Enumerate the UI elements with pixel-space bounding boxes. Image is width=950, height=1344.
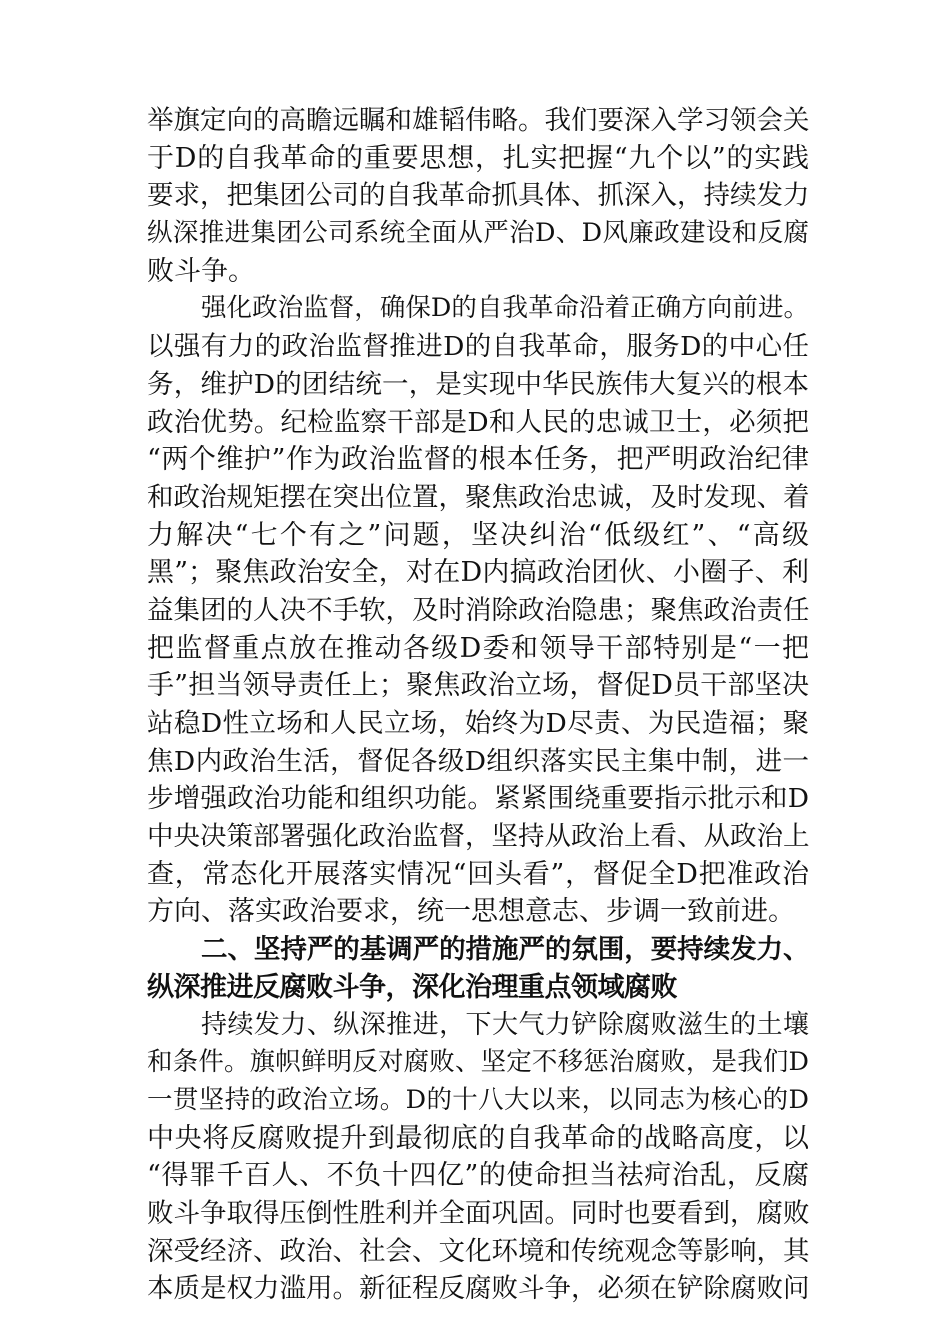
paragraph-line: 中央将反腐败提升到最彻底的自我革命的战略高度，以 [147, 1122, 809, 1154]
section-heading-line: 纵深推进反腐败斗争，深化治理重点领域腐败 [147, 971, 677, 1003]
paragraph-line: 以强有力的政治监督推进D的自我革命，服务D的中心任 [147, 331, 809, 363]
paragraph-line: 要求，把集团公司的自我革命抓具体、抓深入，持续发力 [147, 180, 810, 212]
paragraph-line: 方向、落实政治要求，统一思想意志、步调一致前进。 [147, 896, 795, 928]
paragraph-line: 本质是权力滥用。新征程反腐败斗争，必须在铲除腐败问 [147, 1273, 810, 1305]
paragraph-line: 手”担当领导责任上；聚焦政治立场，督促D员干部坚决 [147, 670, 809, 702]
paragraph-line: 和条件。旗帜鲜明反对腐败、坚定不移惩治腐败，是我们D [147, 1047, 809, 1078]
paragraph-line: 纵深推进集团公司系统全面从严治D、D风廉政建设和反腐 [147, 218, 809, 249]
paragraph-line: 务，维护D的团结统一，是实现中华民族伟大复兴的根本 [147, 368, 809, 400]
paragraph-line: 深受经济、政治、社会、文化环境和传统观念等影响，其 [147, 1235, 810, 1267]
paragraph-line: 益集团的人决不手软，及时消除政治隐患；聚焦政治责任 [147, 594, 810, 626]
paragraph-line: 和政治规矩摆在突出位置，聚焦政治忠诚，及时发现、着 [147, 481, 810, 513]
paragraph-line: 焦D内政治生活，督促各级D组织落实民主集中制，进一 [147, 745, 809, 777]
document-body [147, 102, 809, 1308]
paragraph-line: 黑”；聚焦政治安全，对在D内搞政治团伙、小圈子、利 [147, 557, 809, 589]
paragraph-line: 查，常态化开展落实情况“回头看”，督促全D把准政治 [147, 858, 809, 890]
paragraph-line: 强化政治监督，确保D的自我革命沿着正确方向前进。 [201, 293, 809, 324]
paragraph-line: 败斗争取得压倒性胜利并全面巩固。同时也要看到，腐败 [147, 1197, 810, 1229]
paragraph-line: 持续发力、纵深推进，下大气力铲除腐败滋生的土壤 [201, 1009, 809, 1040]
paragraph-line: 把监督重点放在推动各级D委和领导干部特别是“一把 [147, 632, 809, 664]
paragraph-line: 于D的自我革命的重要思想，扎实把握“九个以”的实践 [147, 142, 809, 174]
paragraph-line: “两个维护”作为政治监督的根本任务，把严明政治纪律 [147, 444, 809, 476]
paragraph-line: 站稳D性立场和人民立场，始终为D尽责、为民造福；聚 [147, 708, 809, 739]
paragraph-line: 中央决策部署强化政治监督，坚持从政治上看、从政治上 [147, 821, 810, 853]
paragraph-line: “得罪千百人、不负十四亿”的使命担当祛疴治乱，反腐 [147, 1160, 809, 1192]
paragraph-line: 一贯坚持的政治立场。D的十八大以来，以同志为核心的D [147, 1084, 809, 1115]
paragraph-line: 政治优势。纪检监察干部是D和人民的忠诚卫士，必须把 [147, 406, 809, 438]
section-heading-line: 二、坚持严的基调严的措施严的氛围，要持续发力、 [201, 934, 809, 966]
paragraph-line: 力解决“七个有之”问题，坚决纠治“低级红”、“高级 [147, 519, 809, 551]
paragraph-line: 步增强政治功能和组织功能。紧紧围绕重要指示批示和D [147, 783, 809, 815]
paragraph-line: 举旗定向的高瞻远瞩和雄韬伟略。我们要深入学习领会关 [147, 105, 810, 136]
paragraph-line: 败斗争。 [147, 255, 255, 287]
